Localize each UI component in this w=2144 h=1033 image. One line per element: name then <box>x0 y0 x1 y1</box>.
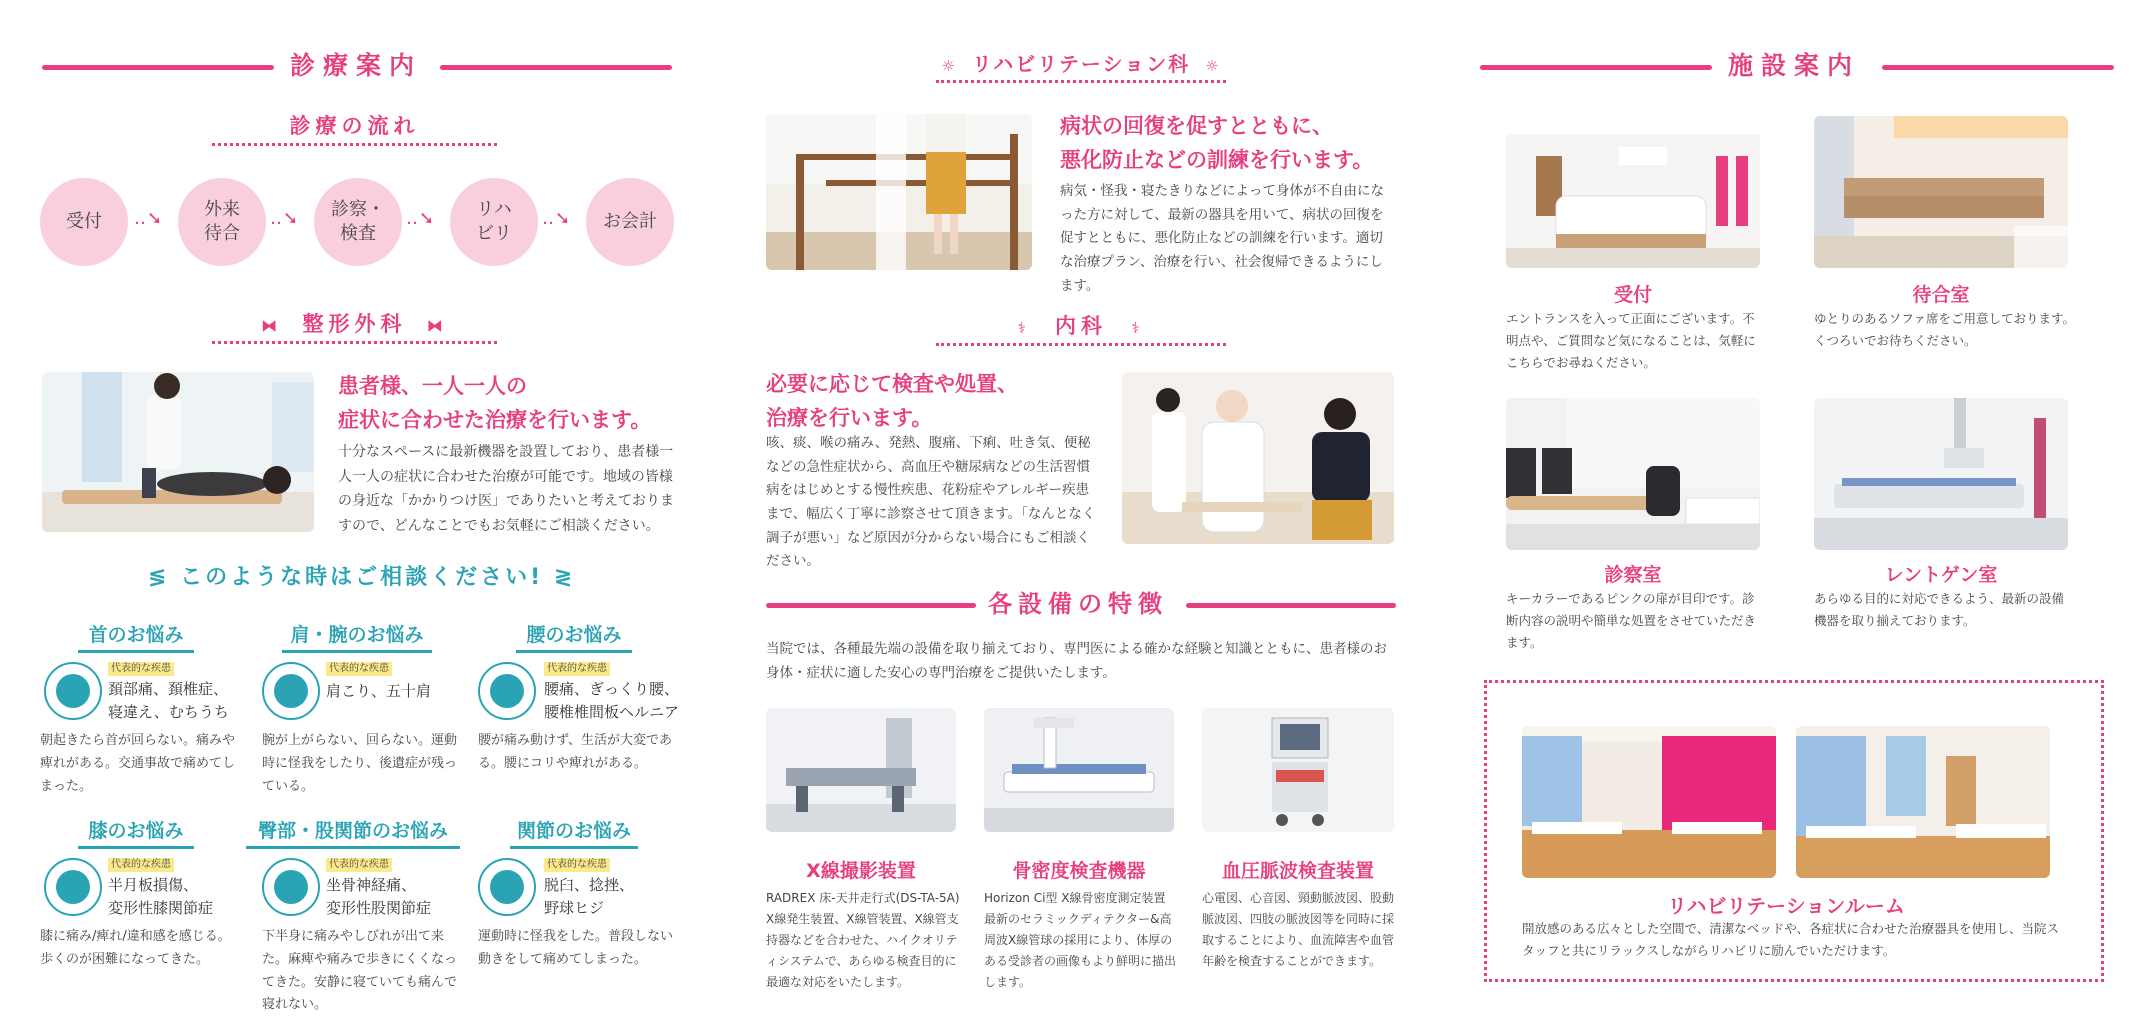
flow-arrow: ‥➘ <box>134 208 164 229</box>
xray-photo <box>766 708 956 832</box>
rehab-room-photo-1 <box>1522 726 1776 878</box>
equipment-desc-bone-density: Horizon Ci型 X線骨密度測定装置 最新のセラミックディテクター&高周波X線管球の採用により、体厚のある受診者の画像もより鮮明に描出します。 <box>984 891 1177 989</box>
worry-title-neck: 首のお悩み <box>78 620 194 647</box>
disease-tag: 代表的な疾患 <box>108 662 174 676</box>
worry-title-shoulder: 肩・腕のお悩み <box>282 620 432 647</box>
ortho-photo <box>42 372 314 532</box>
joint-icon <box>478 858 536 916</box>
equipment-name-pulse-wave: 血圧脈波検査装置 <box>1221 860 1374 882</box>
flow-step-reception: 受付 <box>40 178 128 266</box>
sun-icon: ☼ <box>1205 57 1221 75</box>
worry-diseases-neck: 頚部痛、頚椎症、 寝違え、むちうち <box>108 680 229 722</box>
worry-title-knee: 膝のお悩み <box>78 816 194 843</box>
flow-step-waiting: 外来 待合 <box>178 178 266 266</box>
worry-title-joint: 関節のお悩み <box>510 816 638 843</box>
facility-desc-reception: エントランスを入って正面にございます。不明点や、ご質問など気になることは、気軽にこちらでお尋ねください。 <box>1506 311 1756 370</box>
worry-diseases-hip: 坐骨神経痛、 変形性股関節症 <box>326 876 432 918</box>
reception-photo <box>1506 116 1760 268</box>
equipment-name-bone-density: 骨密度検査機器 <box>1012 860 1146 882</box>
worry-title-back: 腰のお悩み <box>516 620 632 647</box>
equipment-desc-xray: RADREX 床-天井走行式(DS-TA-5A) X線発生装置、X線管装置、X線管支持器などを合わせた、ハイクオリティシステムで、あらゆる検査目的に最適な対応をいたします。 <box>766 891 960 989</box>
neck-icon <box>44 662 102 720</box>
disease-tag: 代表的な疾患 <box>544 858 610 872</box>
stethoscope-icon: ⚕ <box>1017 319 1031 337</box>
ortho-body: 十分なスペースに最新機器を設置しており、患者様一人一人の症状に合わせた治療が可能です。地域の皆様の身近な「かかりつけ医」でありたいと考えておりますので、どんなことでもお気軽にご相談ください。 <box>338 444 674 534</box>
facility-name-reception: 受付 <box>1613 284 1652 306</box>
ortho-title: ⧓ 整形外科 ⧓ <box>212 308 497 338</box>
bone-icon: ⧓ <box>426 316 448 335</box>
flow-title: 診療の流れ <box>212 110 497 140</box>
back-icon <box>478 662 536 720</box>
facility-desc-xray-room: あらゆる目的に対応できるよう、最新の設備機器を取り揃えております。 <box>1814 591 2065 628</box>
worry-diseases-joint: 脱臼、捻挫、 野球ヒジ <box>544 876 635 918</box>
section-header-facility <box>1480 46 2114 86</box>
exam-room-photo <box>1506 398 1760 550</box>
equipment-desc-pulse-wave: 心電図、心音図、頸動脈波図、股動脈波図、四肢の脈波図等を同時に採取することにより、血流障害や血管年齢を検査することができます。 <box>1202 891 1395 968</box>
equipment-title: 各設備の特徴 <box>988 590 1168 618</box>
worry-diseases-knee: 半月板損傷、 変形性膝関節症 <box>108 876 214 918</box>
section-header-clinic-guide <box>42 46 672 86</box>
facility-desc-waiting: ゆとりのあるソファ席をご用意しております。くつろいでお待ちください。 <box>1814 311 2076 348</box>
internal-photo <box>1122 372 1394 544</box>
equipment-name-xray: X線撮影装置 <box>806 860 916 882</box>
worry-desc-knee: 膝に痛み/痺れ/違和感を感じる。歩くのが困難になってきた。 <box>40 929 231 967</box>
section-title: 診療案内 <box>290 51 423 80</box>
worry-title-hip: 臀部・股関節のお悩み <box>246 816 460 843</box>
xray-room-photo <box>1814 398 2068 550</box>
bone-density-photo <box>984 708 1174 832</box>
internal-lead: 必要に応じて検査や処置、 治療を行います。 <box>766 372 1018 430</box>
facility-name-xray-room: レントゲン室 <box>1884 564 1998 586</box>
emphasis-icon: ≶ <box>148 565 170 590</box>
flow-arrow: ‥➘ <box>270 208 300 229</box>
rehab-room-title: リハビリテーションルーム <box>1667 894 1905 918</box>
disease-tag: 代表的な疾患 <box>326 858 392 872</box>
flow-arrow: ‥➘ <box>406 208 436 229</box>
worry-diseases-back: 腰痛、ぎっくり腰、 腰椎椎間板ヘルニア <box>544 680 680 722</box>
rehab-room-photo-2 <box>1796 726 2050 878</box>
shoulder-icon <box>262 662 320 720</box>
consult-title: ≶ このような時はご相談ください! ≷ <box>148 565 576 590</box>
hip-icon <box>262 858 320 916</box>
facility-name-waiting: 待合室 <box>1912 284 1970 306</box>
rehab-lead: 病状の回復を促すとともに、 悪化防止などの訓練を行います。 <box>1060 114 1374 172</box>
flow-step-rehab: リハ ビリ <box>450 178 538 266</box>
facility-title: 施設案内 <box>1728 51 1861 80</box>
knee-icon <box>44 858 102 916</box>
flow-arrow: ‥➘ <box>542 208 572 229</box>
bone-icon: ⧓ <box>261 316 283 335</box>
worry-desc-shoulder: 腕が上がらない、回らない。運動時に怪我をしたり、後遺症が残っている。 <box>262 733 458 794</box>
disease-tag: 代表的な疾患 <box>108 858 174 872</box>
rehab-photo <box>766 114 1032 270</box>
rehab-title: ☼ リハビリテーション科 ☼ <box>936 48 1226 77</box>
worry-desc-joint: 運動時に怪我をした。普段しない動きをして痛めてしまった。 <box>478 929 674 967</box>
rehab-room-desc: 開放感のある広々とした空間で、清潔なベッドや、各症状に合わせた治療器具を使用し、当院スタッフと共にリラックスしながらリハビリに励んでいただけます。 <box>1522 921 2060 958</box>
worry-diseases-shoulder: 肩こり、五十肩 <box>326 682 432 700</box>
worry-desc-neck: 朝起きたら首が回らない。痛みや痺れがある。交通事故で痛めてしまった。 <box>40 733 236 794</box>
disease-tag: 代表的な疾患 <box>544 662 610 676</box>
flow-step-payment: お会計 <box>586 178 674 266</box>
worry-desc-hip: 下半身に痛みやしびれが出て来た。麻痺や痛みで歩きにくくなってきた。安静に寝ていても痛んで寝れない。 <box>262 929 458 1013</box>
section-header-equipment <box>766 584 1396 624</box>
internal-body: 咳、痰、喉の痛み、発熱、腹痛、下痢、吐き気、便秘などの急性症状から、高血圧や糖尿病などの生活習慣病をはじめとする慢性疾患、花粉症やアレルギー疾患まで、幅広く丁寧に診察させて頂きます。「なんとなく調子が悪い」など原因が分からない場合にもご相談ください。 <box>766 435 1096 570</box>
flow-step-exam: 診察・ 検査 <box>314 178 402 266</box>
pulse-wave-photo <box>1202 708 1394 832</box>
facility-desc-exam-room: キーカラーであるピンクの扉が目印です。診断内容の説明や簡単な処置をさせていただきます。 <box>1506 591 1757 650</box>
sun-icon: ☼ <box>941 57 957 75</box>
equipment-intro: 当院では、各種最先端の設備を取り揃えており、専門医による確かな経験と知識とともに、患者様のお身体・症状に適した安心の専門治療をご提供いたします。 <box>766 641 1387 681</box>
stethoscope-icon: ⚕ <box>1131 319 1145 337</box>
rehab-body: 病気・怪我・寝たきりなどによって身体が不自由になった方に対して、最新の器具を用いて、病状の回復を促すとともに、悪化防止などの訓練を行います。適切な治療プラン、治療を行い、社会復帰できるようにします。 <box>1060 183 1384 294</box>
worry-desc-back: 腰が痛み動けず、生活が大変である。腰にコリや痺れがある。 <box>478 733 672 771</box>
internal-title: ⚕ 内科 ⚕ <box>936 310 1226 340</box>
emphasis-icon: ≷ <box>553 565 576 590</box>
facility-name-exam-room: 診察室 <box>1604 564 1662 586</box>
waiting-room-photo <box>1814 116 2068 268</box>
disease-tag: 代表的な疾患 <box>326 662 392 676</box>
ortho-lead: 患者様、一人一人の 症状に合わせた治療を行います。 <box>338 374 652 432</box>
